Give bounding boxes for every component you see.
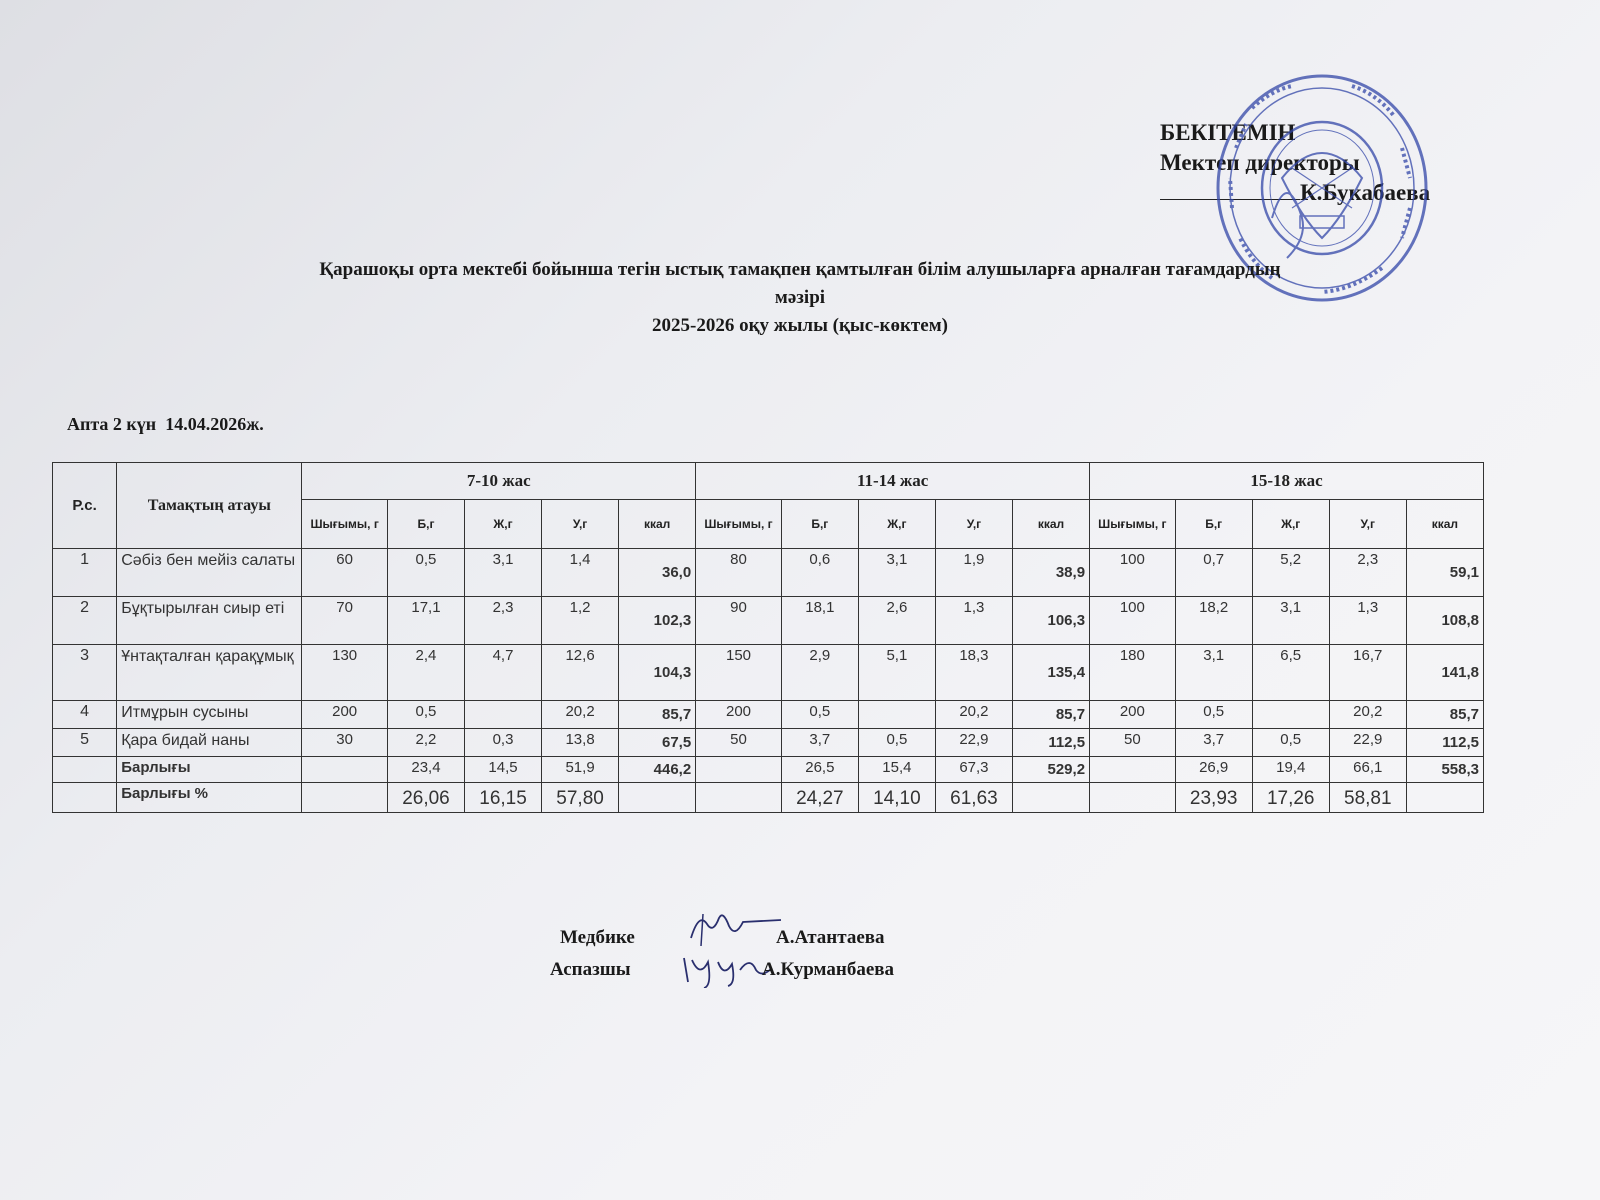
dish-name: Ұнтақталған қарақұмық	[117, 645, 302, 701]
percent-cell: 57,80	[542, 783, 619, 813]
total-row	[53, 757, 1484, 783]
total-cell: 446,2	[619, 757, 696, 783]
nutrient-cell: 30	[302, 729, 388, 757]
percent-cell: 24,27	[781, 783, 858, 813]
group-header-7-10: 7-10 жас	[302, 463, 696, 500]
kcal-cell: 106,3	[1012, 597, 1089, 645]
row-number: 3	[53, 645, 117, 701]
percent-cell: 16,15	[465, 783, 542, 813]
nutrient-cell: 200	[696, 701, 782, 729]
menu-date	[67, 414, 264, 435]
approval-position: Мектеп директоры	[1160, 150, 1360, 175]
subcol-header: У,г	[1329, 500, 1406, 549]
group-header-15-18: 15-18 жас	[1090, 463, 1484, 500]
nutrient-cell: 2,6	[858, 597, 935, 645]
col-header-name: Тамақтың атауы	[117, 463, 302, 549]
title-line-2: мәзірі	[774, 287, 826, 308]
total-cell: 67,3	[935, 757, 1012, 783]
nutrient-cell: 200	[1090, 701, 1176, 729]
nutrient-cell: 18,2	[1175, 597, 1252, 645]
nutrient-cell: 1,3	[935, 597, 1012, 645]
table-row	[53, 645, 1484, 701]
nutrient-cell	[1252, 701, 1329, 729]
kcal-cell: 85,7	[1012, 701, 1089, 729]
row-number: 1	[53, 549, 117, 597]
subcol-header: ккал	[1406, 500, 1483, 549]
kcal-cell: 85,7	[1406, 701, 1483, 729]
subcol-header: Ж,г	[858, 500, 935, 549]
dish-name: Бұқтырылған сиыр еті	[117, 597, 302, 645]
nutrient-cell: 50	[1090, 729, 1176, 757]
nutrient-cell: 20,2	[1329, 701, 1406, 729]
nutrient-cell: 5,1	[858, 645, 935, 701]
role-cook: Аспазшы	[550, 959, 631, 980]
table-row	[53, 597, 1484, 645]
nutrient-cell: 1,9	[935, 549, 1012, 597]
title-line-1: Қарашоқы орта мектебі бойынша тегін ыстық тамақпен қамтылған білім алушыларға арналған тағамдардың	[319, 259, 1281, 280]
total-cell: 15,4	[858, 757, 935, 783]
subcol-header: ккал	[1012, 500, 1089, 549]
date-value: 14.04.2026ж.	[165, 414, 264, 434]
percent-cell: 14,10	[858, 783, 935, 813]
subcol-header: У,г	[542, 500, 619, 549]
nutrient-cell: 3,1	[1175, 645, 1252, 701]
kcal-cell: 108,8	[1406, 597, 1483, 645]
nutrient-cell: 18,1	[781, 597, 858, 645]
nutrient-cell: 100	[1090, 549, 1176, 597]
dish-name: Итмұрын сусыны	[117, 701, 302, 729]
nutrient-cell: 0,7	[1175, 549, 1252, 597]
percent-cell: 17,26	[1252, 783, 1329, 813]
nutrient-cell: 20,2	[542, 701, 619, 729]
total-cell: 529,2	[1012, 757, 1089, 783]
kcal-cell: 36,0	[619, 549, 696, 597]
nutrient-cell: 17,1	[387, 597, 464, 645]
percent-cell	[302, 783, 388, 813]
handwritten-signature-nurse	[685, 908, 785, 948]
percent-cell	[1090, 783, 1176, 813]
total-cell	[302, 757, 388, 783]
nutrient-cell: 0,3	[465, 729, 542, 757]
total-cell: 19,4	[1252, 757, 1329, 783]
nutrient-cell: 50	[696, 729, 782, 757]
nutrient-cell: 4,7	[465, 645, 542, 701]
percent-row	[53, 783, 1484, 813]
subcol-header: ккал	[619, 500, 696, 549]
percent-cell	[619, 783, 696, 813]
nutrient-cell: 130	[302, 645, 388, 701]
row-number: 4	[53, 701, 117, 729]
subcol-header: У,г	[935, 500, 1012, 549]
kcal-cell: 67,5	[619, 729, 696, 757]
nutrient-cell: 0,5	[781, 701, 858, 729]
subcol-header: Ж,г	[465, 500, 542, 549]
nutrient-cell: 3,1	[1252, 597, 1329, 645]
nutrient-cell: 22,9	[1329, 729, 1406, 757]
total-cell: 23,4	[387, 757, 464, 783]
percent-cell: 58,81	[1329, 783, 1406, 813]
nutrient-cell	[465, 701, 542, 729]
percent-cell: 23,93	[1175, 783, 1252, 813]
nutrient-cell: 150	[696, 645, 782, 701]
total-cell: 26,5	[781, 757, 858, 783]
nutrient-cell: 1,4	[542, 549, 619, 597]
nutrient-cell: 20,2	[935, 701, 1012, 729]
nutrient-cell: 200	[302, 701, 388, 729]
nutrient-cell: 0,5	[1175, 701, 1252, 729]
percent-cell: 61,63	[935, 783, 1012, 813]
row-number: 2	[53, 597, 117, 645]
kcal-cell: 135,4	[1012, 645, 1089, 701]
nutrient-cell: 1,2	[542, 597, 619, 645]
menu-body	[53, 549, 1484, 813]
nutrient-cell: 0,5	[387, 549, 464, 597]
nutrient-cell: 13,8	[542, 729, 619, 757]
nutrient-cell: 0,5	[858, 729, 935, 757]
empty-cell	[53, 757, 117, 783]
nutrient-cell: 1,3	[1329, 597, 1406, 645]
date-label: Апта 2 күн	[67, 414, 157, 434]
nutrient-cell: 3,7	[781, 729, 858, 757]
total-cell: 14,5	[465, 757, 542, 783]
nutrient-cell: 2,3	[465, 597, 542, 645]
subcol-header: Шығымы, г	[1090, 500, 1176, 549]
kcal-cell: 59,1	[1406, 549, 1483, 597]
nutrient-cell: 3,7	[1175, 729, 1252, 757]
nutrient-cell: 2,9	[781, 645, 858, 701]
subcol-header: Б,г	[387, 500, 464, 549]
nutrient-cell: 2,4	[387, 645, 464, 701]
dish-name: Қара бидай наны	[117, 729, 302, 757]
total-cell: 51,9	[542, 757, 619, 783]
kcal-cell: 38,9	[1012, 549, 1089, 597]
kcal-cell: 112,5	[1012, 729, 1089, 757]
percent-cell: 26,06	[387, 783, 464, 813]
total-cell: 66,1	[1329, 757, 1406, 783]
nutrient-cell	[858, 701, 935, 729]
menu-table	[52, 462, 1484, 813]
subcol-header: Шығымы, г	[302, 500, 388, 549]
empty-cell	[53, 783, 117, 813]
nutrient-cell: 0,5	[1252, 729, 1329, 757]
group-header-11-14: 11-14 жас	[696, 463, 1090, 500]
nutrient-cell: 22,9	[935, 729, 1012, 757]
table-row	[53, 729, 1484, 757]
kcal-cell: 102,3	[619, 597, 696, 645]
nutrient-cell: 90	[696, 597, 782, 645]
kcal-cell: 112,5	[1406, 729, 1483, 757]
document-title	[0, 256, 1600, 340]
nutrient-cell: 12,6	[542, 645, 619, 701]
kcal-cell: 141,8	[1406, 645, 1483, 701]
approval-heading: БЕКІТЕМІН	[1160, 120, 1296, 145]
kcal-cell: 85,7	[619, 701, 696, 729]
percent-cell	[1406, 783, 1483, 813]
nutrient-cell: 5,2	[1252, 549, 1329, 597]
subcol-header: Ж,г	[1252, 500, 1329, 549]
total-cell	[696, 757, 782, 783]
table-row	[53, 549, 1484, 597]
nutrient-cell: 18,3	[935, 645, 1012, 701]
nutrient-cell: 3,1	[858, 549, 935, 597]
subcol-header: Б,г	[781, 500, 858, 549]
col-header-no: Р.с.	[53, 463, 117, 549]
nutrient-cell: 80	[696, 549, 782, 597]
nutrient-cell: 3,1	[465, 549, 542, 597]
nutrient-cell: 60	[302, 549, 388, 597]
table-row	[53, 701, 1484, 729]
nutrient-cell: 0,5	[387, 701, 464, 729]
dish-name: Сәбіз бен мейіз салаты	[117, 549, 302, 597]
total-cell	[1090, 757, 1176, 783]
row-number: 5	[53, 729, 117, 757]
role-nurse: Медбике	[560, 927, 635, 948]
percent-row-label: Барлығы %	[117, 783, 302, 813]
director-name: К.Букабаева	[1300, 180, 1431, 205]
subcol-header: Б,г	[1175, 500, 1252, 549]
name-cook: А.Курманбаева	[762, 959, 895, 980]
total-cell: 26,9	[1175, 757, 1252, 783]
subcol-header: Шығымы, г	[696, 500, 782, 549]
nutrient-cell: 16,7	[1329, 645, 1406, 701]
nutrient-cell: 100	[1090, 597, 1176, 645]
nutrient-cell: 2,2	[387, 729, 464, 757]
title-line-3: 2025-2026 оқу жылы (қыс-көктем)	[652, 315, 948, 336]
percent-cell	[1012, 783, 1089, 813]
total-row-label: Барлығы	[117, 757, 302, 783]
name-nurse: А.Атантаева	[776, 927, 885, 948]
total-cell: 558,3	[1406, 757, 1483, 783]
nutrient-cell: 6,5	[1252, 645, 1329, 701]
nutrient-cell: 0,6	[781, 549, 858, 597]
kcal-cell: 104,3	[619, 645, 696, 701]
nutrient-cell: 180	[1090, 645, 1176, 701]
percent-cell	[696, 783, 782, 813]
nutrient-cell: 2,3	[1329, 549, 1406, 597]
nutrient-cell: 70	[302, 597, 388, 645]
